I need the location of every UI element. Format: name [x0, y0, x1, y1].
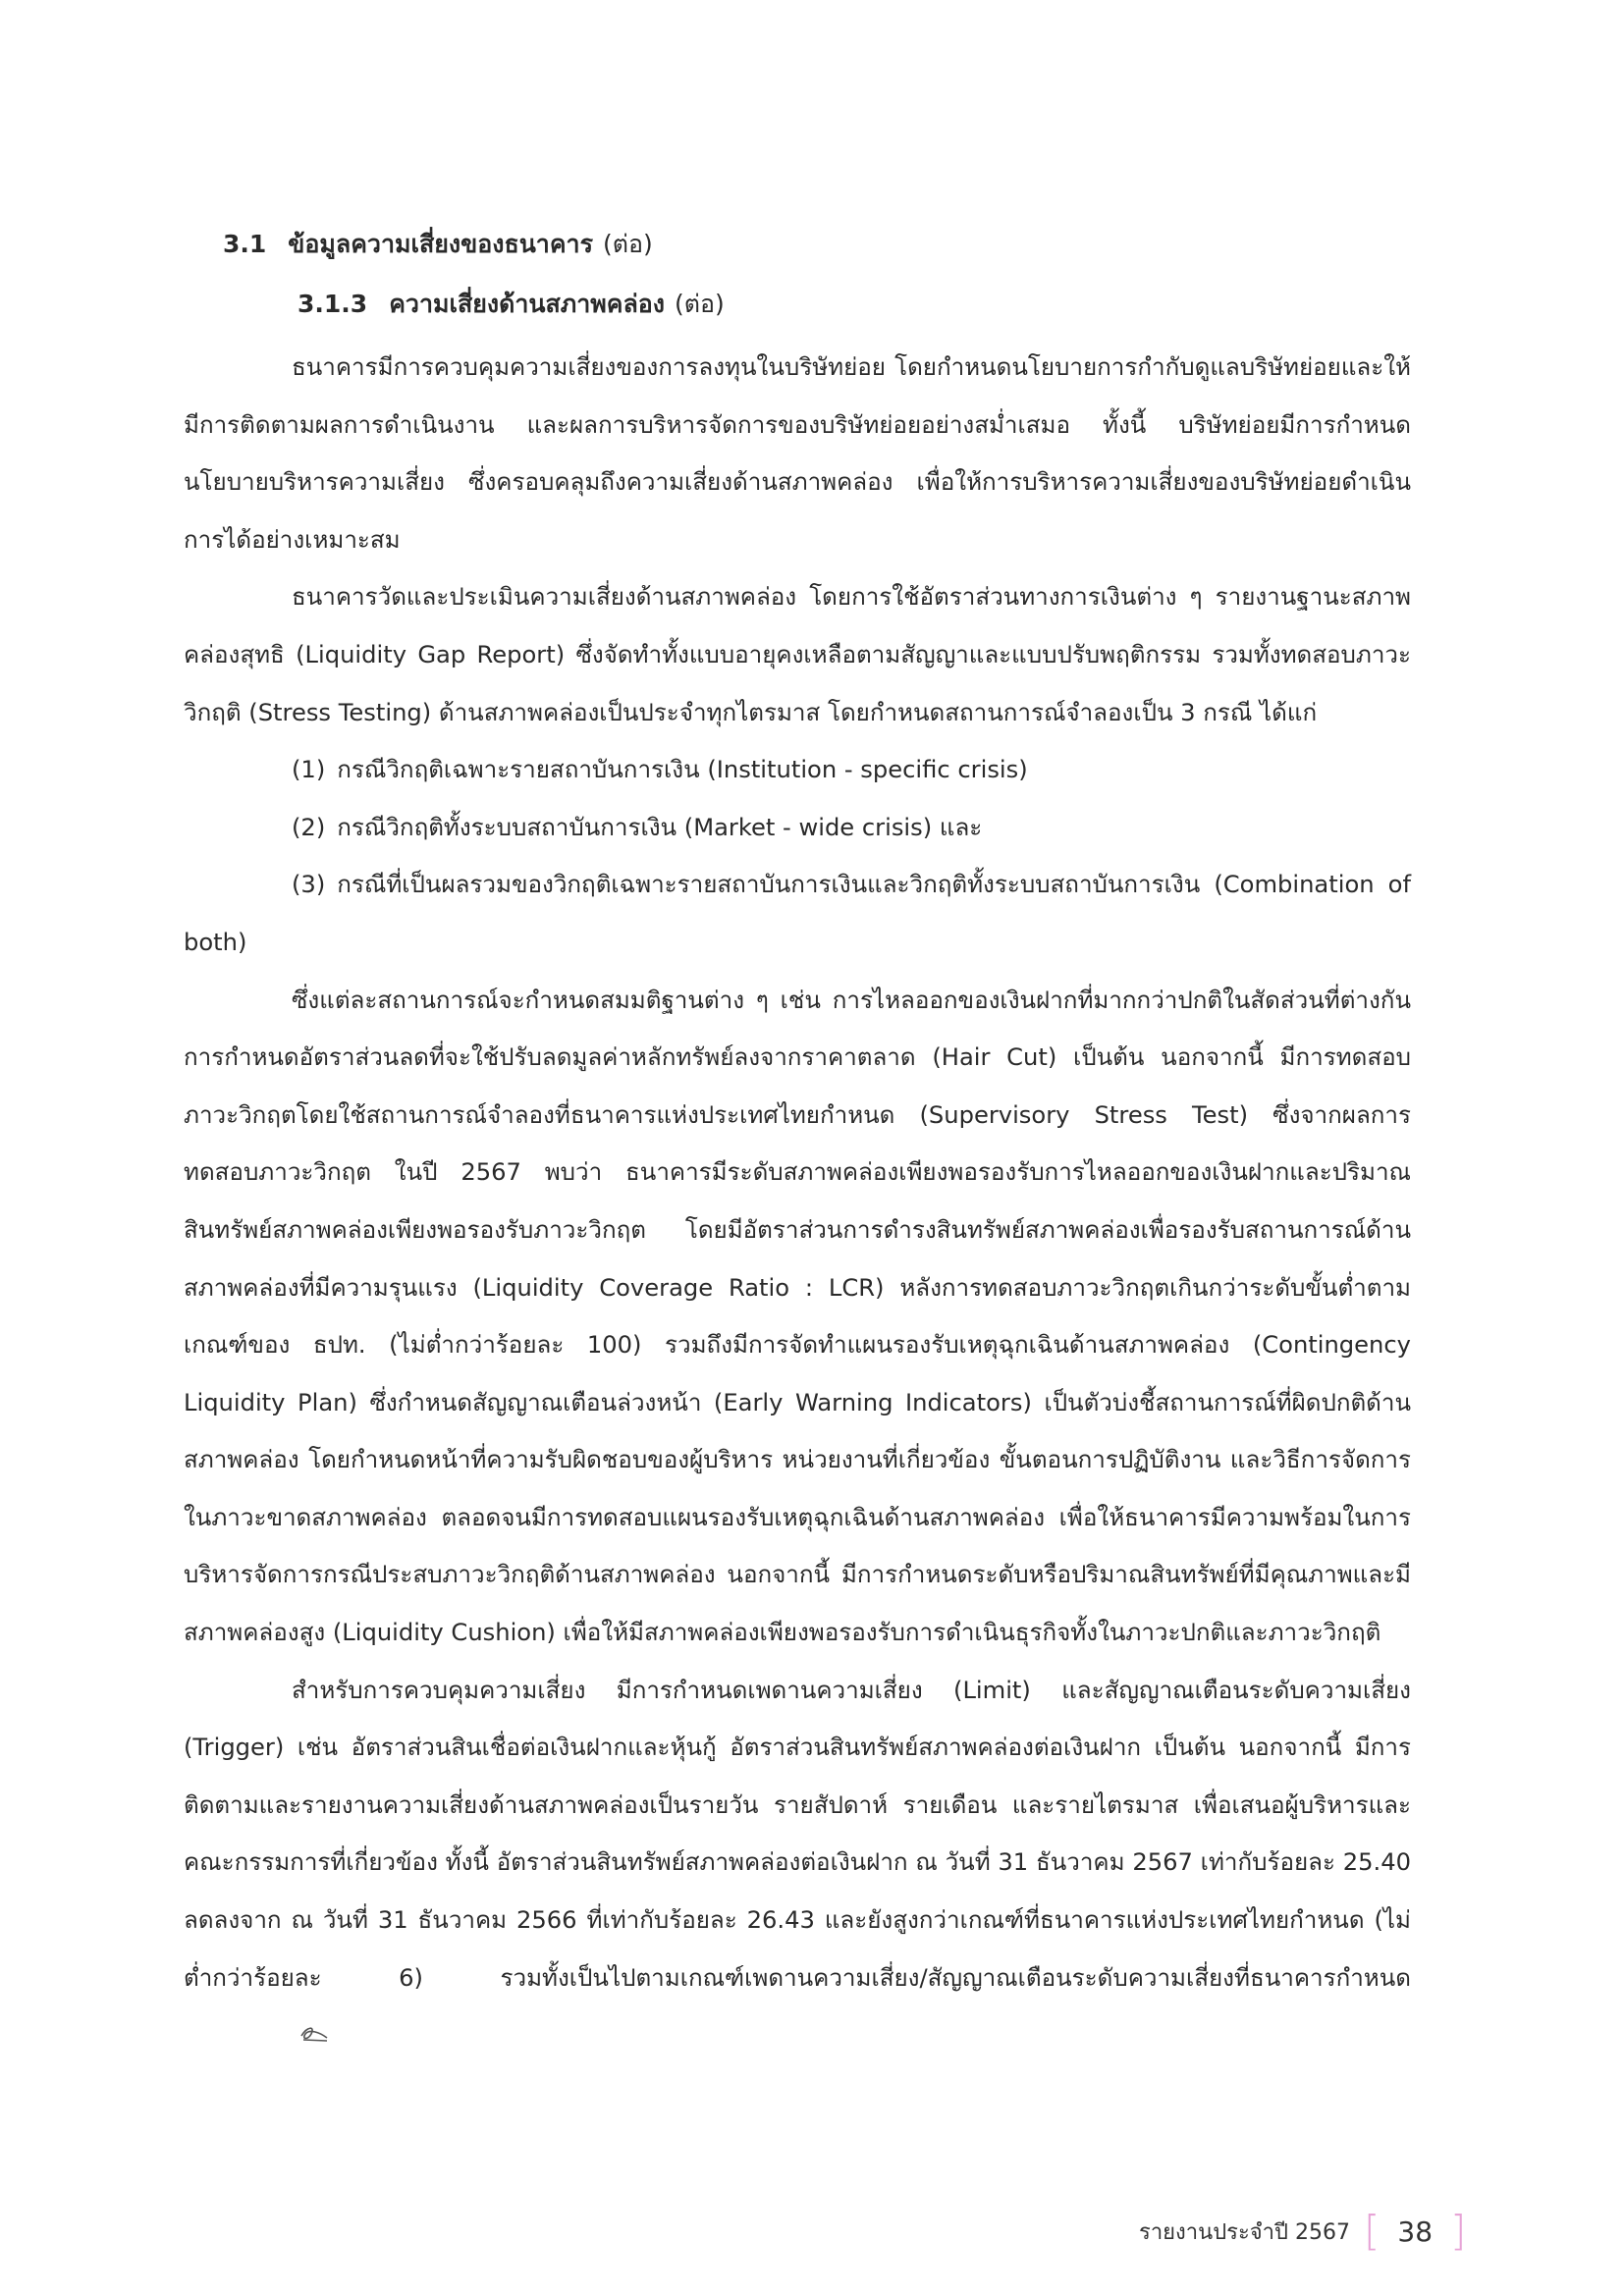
scenario-label: (2) — [292, 813, 326, 841]
section-number: 3.1 — [223, 230, 267, 258]
risk-control-text: สำหรับการควบคุมความเสี่ยง มีการกำหนดเพดานความเสี่ยง (Limit) และสัญญาณเตือนระดับความเสี่ยง (Trigger) เช่น อัตราส่วนสินเชื่อต่อเงินฝากและหุ้นกู้ อัตราส่วนสินทรัพย์สภาพคล่องต่อเงินฝาก เป็นต้น นอกจากนี้ มีการติดตามและรายงานความเสี่ยงด้านสภาพคล่องเป็นรายวัน รายสัปดาห์ รายเดือน และรายไตรมาส เพื่อเสนอผู้บริหารและคณะกรรมการที่เกี่ยวข้อง ทั้งนี้ อัตราส่วนสินทรัพย์สภาพคล่องต่อเงินฝาก ณ วันที่ 31 ธันวาคม 2567 เท่ากับร้อยละ 25.40 ลดลงจาก ณ วันที่ 31 ธันวาคม 2566 ที่เท่ากับร้อยละ 26.43 และยังสูงกว่าเกณฑ์ที่ธนาคารแห่งประเทศไทยกำหนด (ไม่ต่ำกว่าร้อยละ 6) รวมทั้งเป็นไปตามเกณฑ์เพดานความเสี่ยง/สัญญาณเตือนระดับความเสี่ยงที่ธนาคารกำหนด — [184, 1676, 1411, 1992]
scenario-item-2 — [184, 799, 1411, 857]
paragraph-measurement: ธนาคารวัดและประเมินความเสี่ยงด้านสภาพคล่อง โดยการใช้อัตราส่วนทางการเงินต่าง ๆ รายงานฐานะสภาพคล่องสุทธิ (Liquidity Gap Report) ซึ่งจัดทำทั้งแบบอายุคงเหลือตามสัญญาและแบบปรับพฤติกรรม รวมทั้งทดสอบภาวะวิกฤติ (Stress Testing) ด้านสภาพคล่องเป็นประจำทุกไตรมาส โดยกำหนดสถานการณ์จำลองเป็น 3 กรณี ได้แก่ — [184, 583, 1411, 726]
body-text — [184, 339, 1411, 2065]
page-footer — [1139, 2207, 1466, 2256]
paragraph-stress-test: ซึ่งแต่ละสถานการณ์จะกำหนดสมมติฐานต่าง ๆ เช่น การไหลออกของเงินฝากที่มากกว่าปกติในสัดส่วนที่ต่างกัน การกำหนดอัตราส่วนลดที่จะใช้ปรับลดมูลค่าหลักทรัพย์ลงจากราคาตลาด (Hair Cut) เป็นต้น นอกจากนี้ มีการทดสอบภาวะวิกฤตโดยใช้สถานการณ์จำลองที่ธนาคารแห่งประเทศไทยกำหนด (Supervisory Stress Test) ซึ่งจากผลการทดสอบภาวะวิกฤต ในปี 2567 พบว่า ธนาคารมีระดับสภาพคล่องเพียงพอรองรับการไหลออกของเงินฝากและปริมาณสินทรัพย์สภาพคล่องเพียงพอรองรับภาวะวิกฤต โดยมีอัตราส่วนการดำรงสินทรัพย์สภาพคล่องเพื่อรองรับสถานการณ์ด้านสภาพคล่องที่มีความรุนแรง (Liquidity Coverage Ratio : LCR) หลังการทดสอบภาวะวิกฤตเกินกว่าระดับขั้นต่ำตามเกณฑ์ของ ธปท. (ไม่ต่ำกว่าร้อยละ 100) รวมถึงมีการจัดทำแผนรองรับเหตุฉุกเฉินด้านสภาพคล่อง (Contingency Liquidity Plan) ซึ่งกำหนดสัญญาณเตือนล่วงหน้า (Early Warning Indicators) เป็นตัวบ่งชี้สถานการณ์ที่ผิดปกติด้านสภาพคล่อง โดยกำหนดหน้าที่ความรับผิดชอบของผู้บริหาร หน่วยงานที่เกี่ยวข้อง ขั้นตอนการปฏิบัติงาน และวิธีการจัดการในภาวะขาดสภาพคล่อง ตลอดจนมีการทดสอบแผนรองรับเหตุฉุกเฉินด้านสภาพคล่อง เพื่อให้ธนาคารมีความพร้อมในการบริหารจัดการกรณีประสบภาวะวิกฤติด้านสภาพคล่อง นอกจากนี้ มีการกำหนดระดับหรือปริมาณสินทรัพย์ที่มีคุณภาพและมีสภาพคล่องสูง (Liquidity Cushion) เพื่อให้มีสภาพคล่องเพียงพอรองรับการดำเนินธุรกิจทั้งในภาวะปกติและภาวะวิกฤติ — [184, 986, 1411, 1647]
section-heading — [223, 225, 653, 264]
initials-signature — [189, 2007, 331, 2065]
scenario-item-1 — [184, 741, 1411, 799]
scenario-text: กรณีวิกฤติเฉพาะรายสถาบันการเงิน (Institution - specific crisis) — [337, 756, 1028, 784]
right-bracket-icon: ] — [1450, 2207, 1467, 2255]
section-title: ข้อมูลความเสี่ยงของธนาคาร — [288, 230, 594, 258]
subsection-number: 3.1.3 — [298, 290, 368, 318]
scenario-text: กรณีที่เป็นผลรวมของวิกฤติเฉพาะรายสถาบันการเงินและวิกฤติทั้งระบบสถาบันการเงิน (Combination of both) — [184, 871, 1411, 956]
scenario-label: (1) — [292, 756, 326, 784]
subsection-continued: (ต่อ) — [675, 290, 725, 318]
scenario-item-3 — [184, 856, 1411, 971]
page-number: 38 — [1397, 2215, 1434, 2248]
paragraph-risk-control — [184, 1662, 1411, 2065]
subsection-title: ความเสี่ยงด้านสภาพคล่อง — [389, 290, 666, 318]
subsection-heading — [298, 285, 725, 324]
report-label: รายงานประจำปี 2567 — [1139, 2219, 1350, 2245]
section-continued: (ต่อ) — [603, 230, 653, 258]
scenario-label: (3) — [292, 871, 326, 899]
paragraph-subsidiary-risk: ธนาคารมีการควบคุมความเสี่ยงของการลงทุนในบริษัทย่อย โดยกำหนดนโยบายการกำกับดูแลบริษัทย่อยและให้มีการติดตามผลการดำเนินงาน และผลการบริหารจัดการของบริษัทย่อยอย่างสม่ำเสมอ ทั้งนี้ บริษัทย่อยมีการกำหนดนโยบายบริหารความเสี่ยง ซึ่งครอบคลุมถึงความเสี่ยงด้านสภาพคล่อง เพื่อให้การบริหารความเสี่ยงของบริษัทย่อยดำเนินการได้อย่างเหมาะสม — [184, 353, 1411, 554]
scenario-text: กรณีวิกฤติทั้งระบบสถาบันการเงิน (Market - wide crisis) และ — [337, 813, 983, 841]
left-bracket-icon: [ — [1363, 2207, 1380, 2255]
